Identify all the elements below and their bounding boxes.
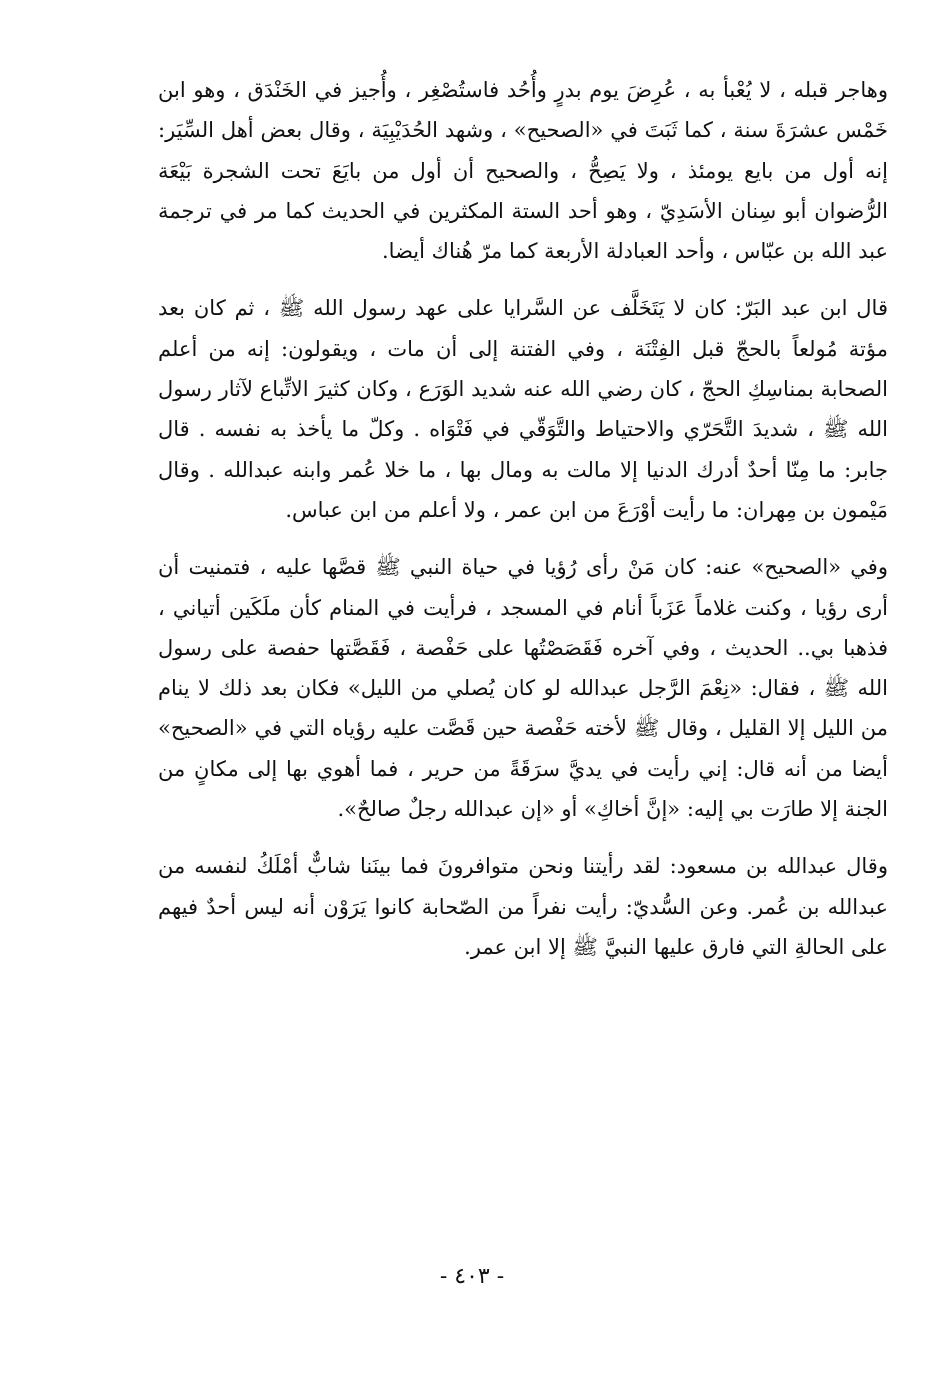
paragraph-4: وقال عبدالله بن مسعود: لقد رأيتنا ونحن متوافرونَ فما بينَنا شابٌّ أمْلَكُ لنفسه من عبدالله بن عُمر. وعن السُّديّ: رأيت نفراً من الصّحابة كانوا يَرَوْن أنه ليس أحدٌ فيهم على الحالةِ التي فارق عليها النبيَّ ﷺ إلا ابن عمر. (158, 854, 888, 959)
paragraph-2: قال ابن عبد البَرّ: كان لا يَتَخَلَّف عن السَّرايا على عهد رسول الله ﷺ ، ثم كان بعد مؤتة مُولعاً بالحجّ قبل الفِتْنَة ، وفي الفتنة إلى أن مات ، ويقولون: إنه من أعلم الصحابة بمناسِكِ الحجّ ، كان رضي الله عنه شديد الوَرَع ، وكان كثيرَ الاتِّباع لآثار رسول الله ﷺ ، شديدَ التَّحَرّي والاحتياط والتَّوَقّي في فَتْوَاه . وكلّ ما يأخذ به نفسه . قال جابر: ما مِنّا أحدٌ أدرك الدنيا إلا مالت به ومال بها ، ما خلا عُمر وابنه عبدالله . وقال مَيْمون بن مِهران: ما رأيت أوْرَعَ من ابن عمر ، ولا أعلم من ابن عباس. (158, 296, 888, 522)
page-body (158, 70, 888, 967)
page-number: - ٤٠٣ - (439, 1264, 505, 1289)
paragraph-3: وفي «الصحيح» عنه: كان مَنْ رأى رُؤيا في حياة النبي ﷺ قصَّها عليه ، فتمنيت أن أرى رؤيا ، وكنت غلاماً عَزَباً أنام في المسجد ، فرأيت في المنام كأن ملَكَين أتياني ، فذهبا بي.. الحديث ، وفي آخره فَقَصَصْتُها على حَفْصة ، فَقَصَّتها حفصة على رسول الله ﷺ ، فقال: «نِعْمَ الرَّجل عبدالله لو كان يُصلي من الليل» فكان بعد ذلك لا ينام من الليل إلا القليل ، وقال ﷺ لأخته حَفْصة حين قَصَّت عليه رؤياه التي في «الصحيح» أيضا من أنه قال: إني رأيت في يديَّ سرَقَةً من حرير ، فما أهوي بها إلى مكانٍ من الجنة إلا طارَت بي إليه: «إنَّ أخاكِ» أو «إن عبدالله رجلٌ صالحٌ». (158, 555, 888, 822)
paragraph-1: وهاجر قبله ، لا يُعْبأ به ، عُرِضَ يوم بدرٍ وأُحُد فاستُصْغِر ، وأُجيز في الخَنْدَق ، وهو ابن خَمْس عشرَةَ سنة ، كما ثَبَتَ في «الصحيح» ، وشهد الحُدَيْبِيَة ، وقال بعض أهل السِّيَر: إنه أول من بايع يومئذ ، ولا يَصِحُّ ، والصحيح أن أول من بايَعَ تحت الشجرة بَيْعَة الرُّضوان أبو سِنان الأسَدِيّ ، وهو أحد الستة المكثرين في الحديث كما مر في ترجمة عبد الله بن عبّاس ، وأحد العبادلة الأربعة كما مرّ هُناك أيضا. (158, 78, 888, 264)
